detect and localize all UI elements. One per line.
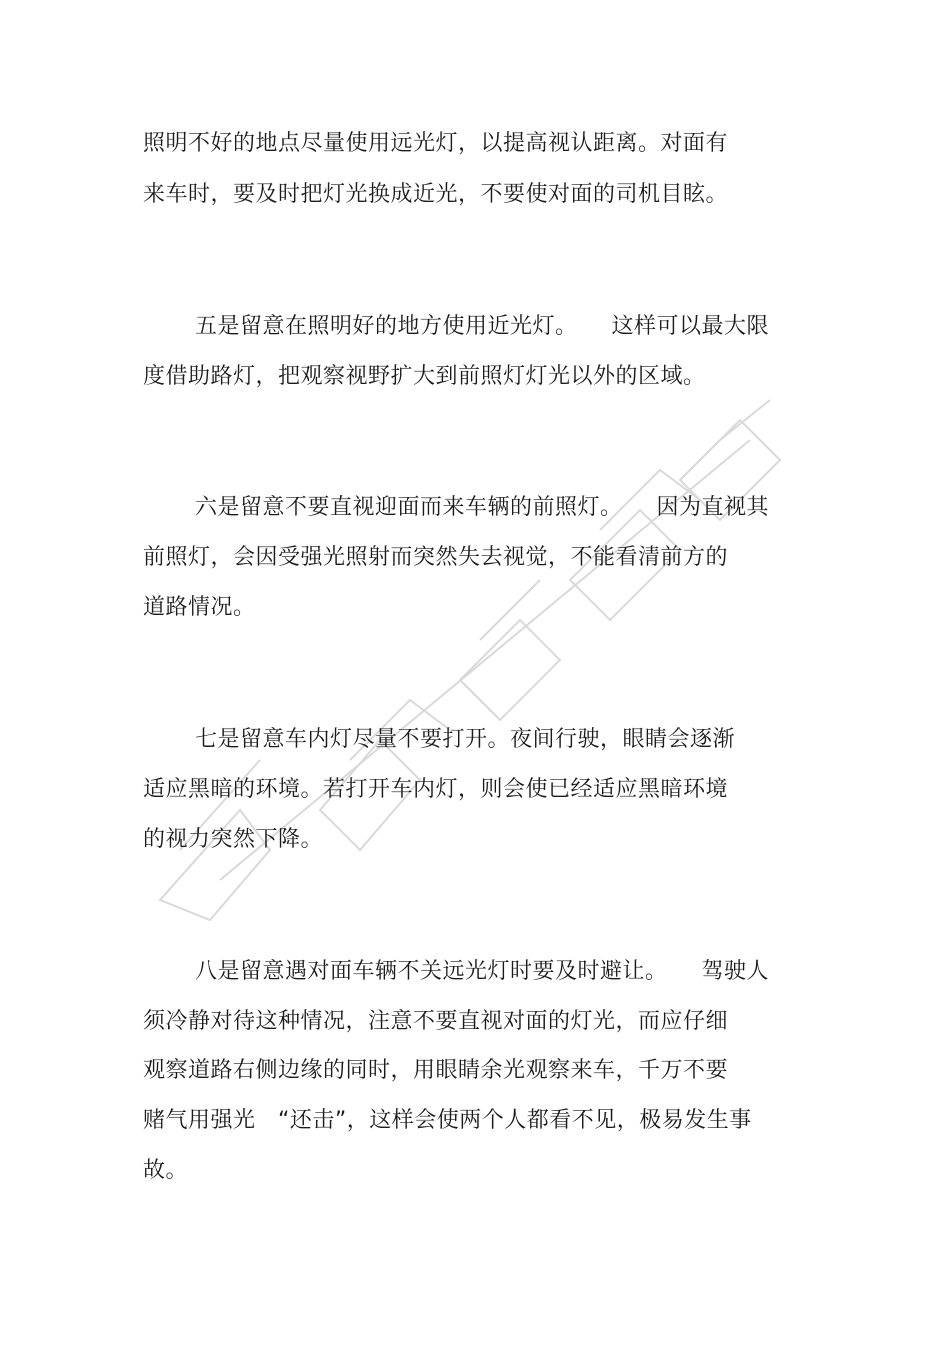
- watermark-stamp: [120, 380, 840, 940]
- paragraph-line: 的视力突然下降。: [143, 827, 324, 852]
- paragraph-line: 照明不好的地点尽量使用远光灯，以提高视认距离。对面有: [143, 131, 729, 156]
- paragraph-line: 前照灯，会因受强光照射而突然失去视觉，不能看清前方的: [143, 545, 729, 570]
- paragraph-line: 六是留意不要直视迎面而来车辆的前照灯。 因为直视其: [195, 495, 770, 520]
- paragraph-line: 观察道路右侧边缘的同时，用眼睛余光观察来车，千万不要: [143, 1058, 729, 1083]
- paragraph-line: 八是留意遇对面车辆不关远光灯时要及时避让。 驾驶人: [195, 959, 770, 984]
- paragraph-line: 来车时，要及时把灯光换成近光，不要使对面的司机目眩。: [143, 182, 729, 207]
- paragraph-line: 赌气用强光 “还击”，这样会使两个人都看不见，极易发生事: [143, 1108, 752, 1133]
- paragraph-line: 度借助路灯，把观察视野扩大到前照灯灯光以外的区域。: [143, 364, 706, 389]
- paragraph-line: 五是留意在照明好的地方使用近光灯。 这样可以最大限: [195, 314, 770, 339]
- paragraph-line: 适应黑暗的环境。若打开车内灯，则会使已经适应黑暗环境: [143, 777, 729, 802]
- paragraph-line: 道路情况。: [143, 595, 256, 620]
- paragraph-line: 须冷静对待这种情况，注意不要直视对面的灯光，而应仔细: [143, 1009, 729, 1034]
- paragraph-line: 七是留意车内灯尽量不要打开。夜间行驶，眼睛会逐渐: [195, 727, 736, 752]
- paragraph-line: 故。: [143, 1158, 189, 1183]
